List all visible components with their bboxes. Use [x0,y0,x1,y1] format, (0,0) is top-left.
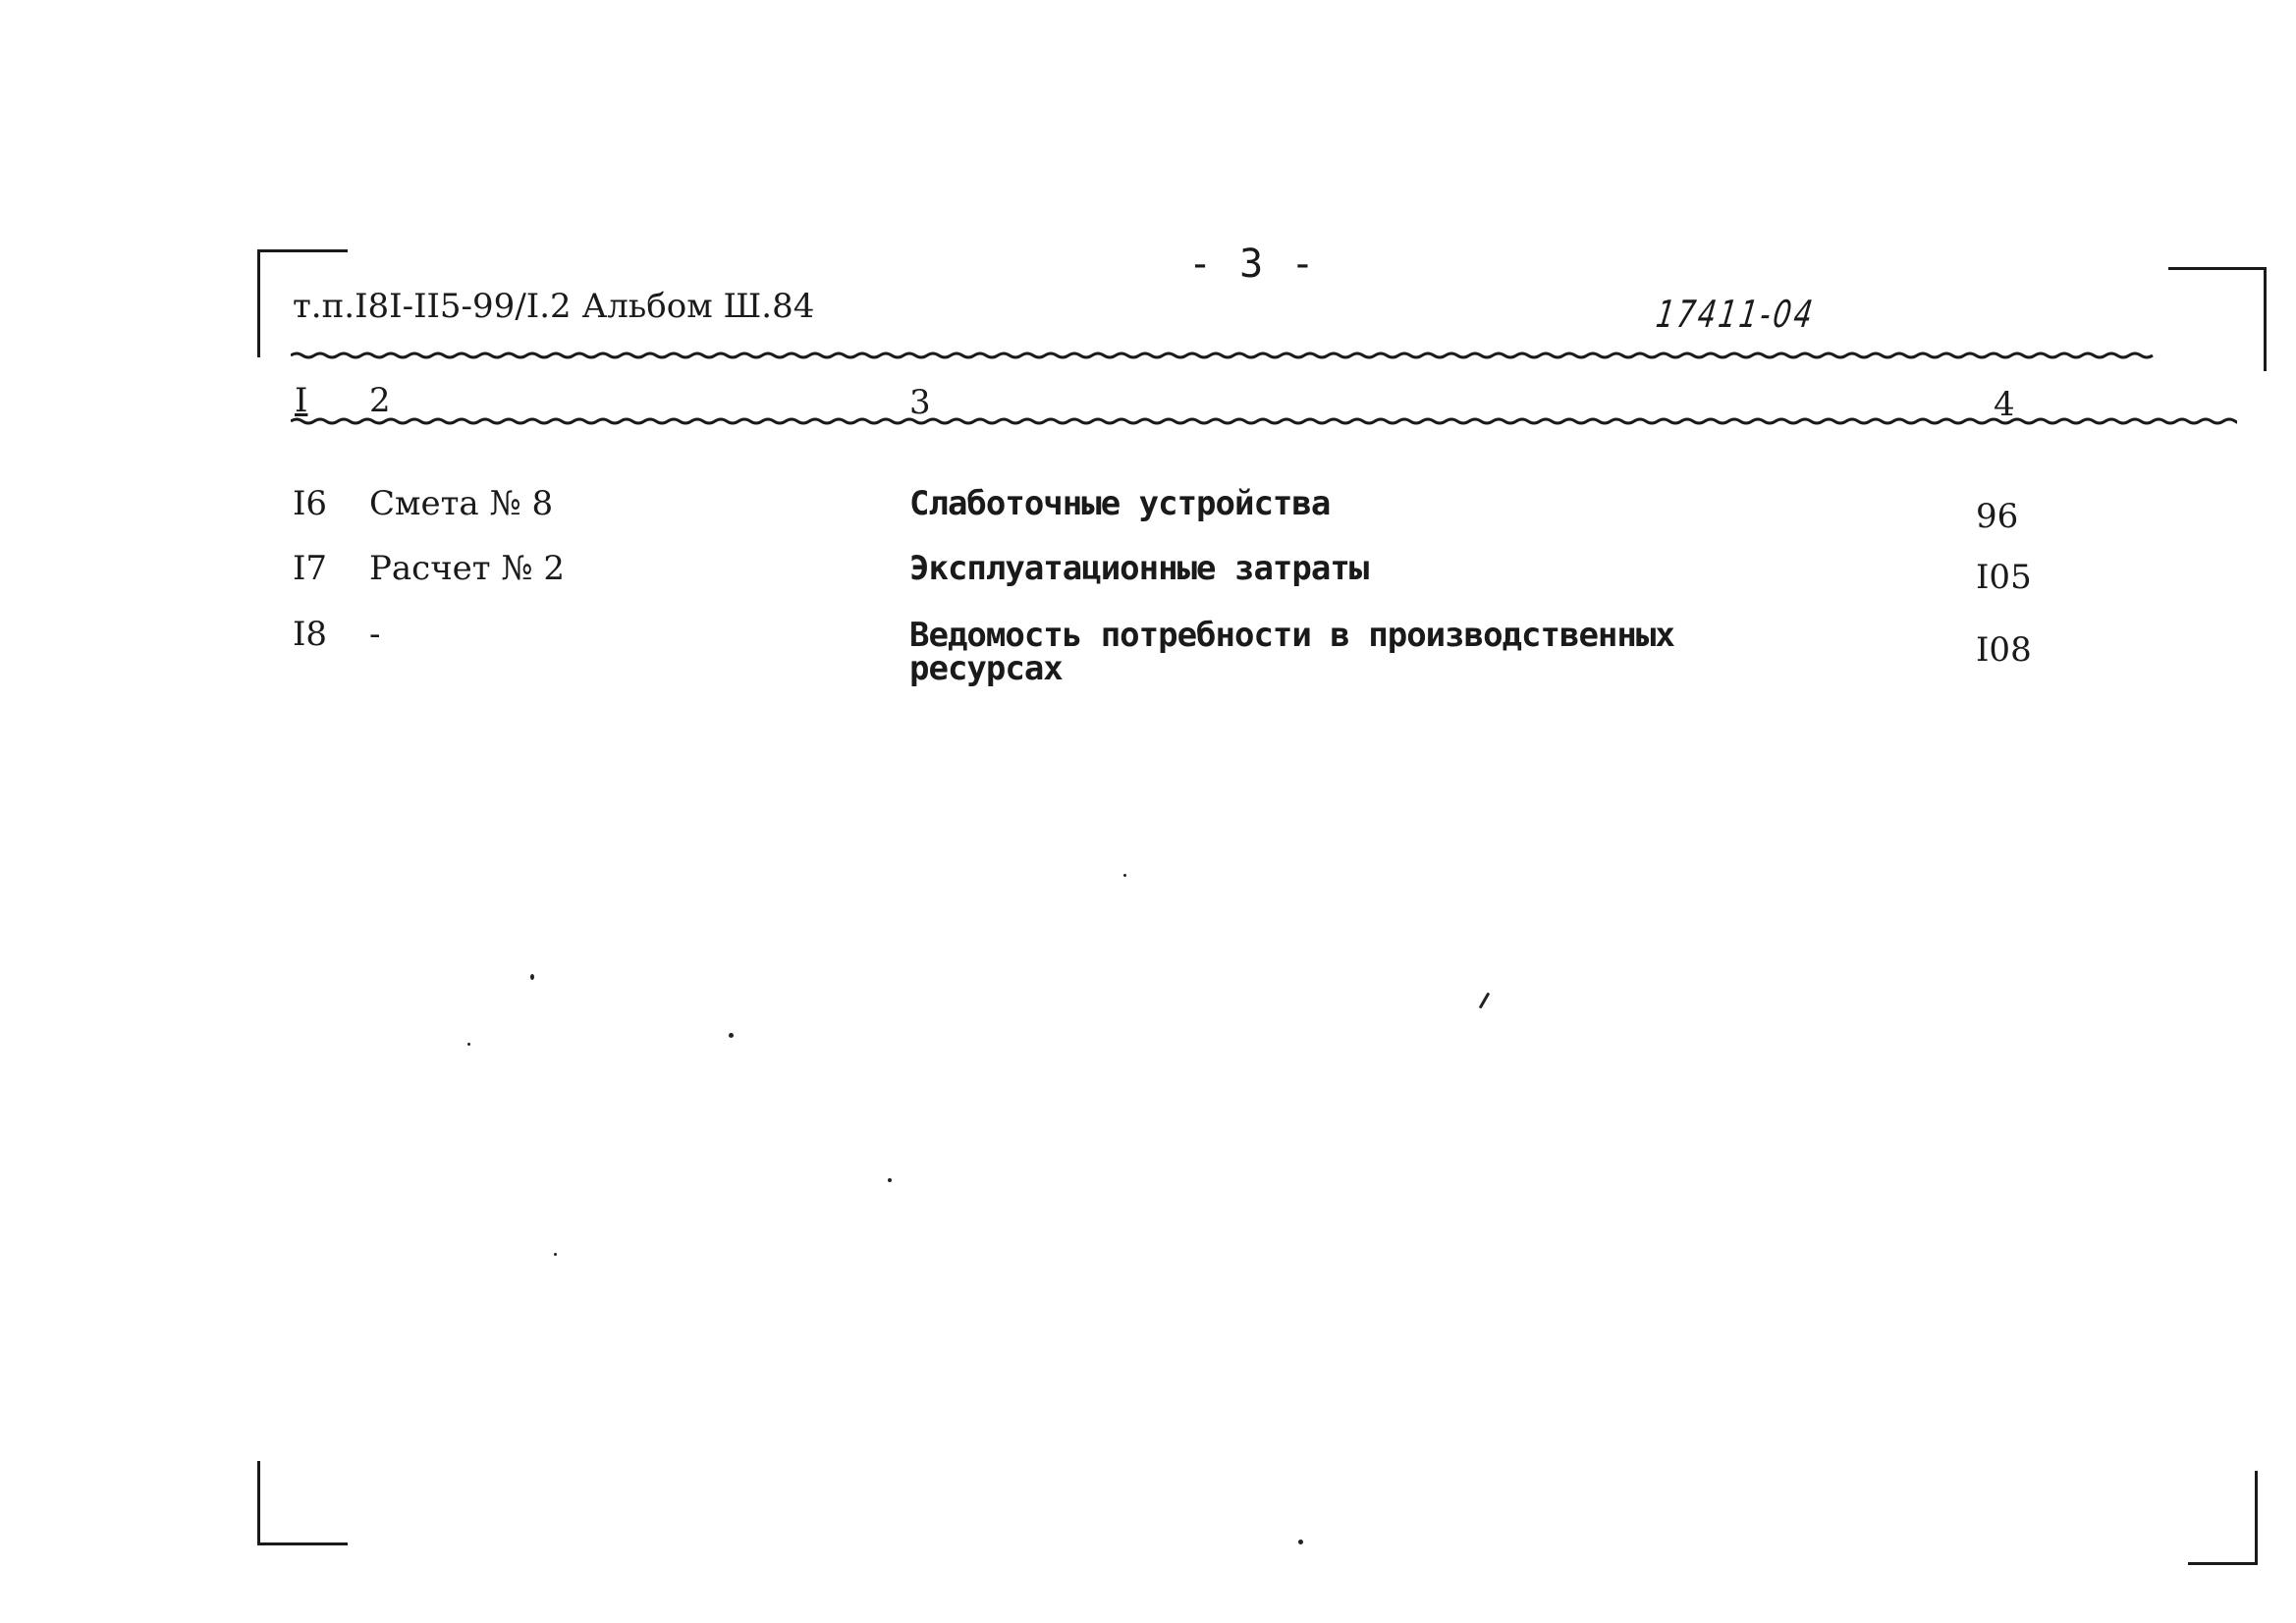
row-1-description: Слаботочные устройства [909,484,1331,523]
frame-bottom-left-horizontal [257,1542,348,1545]
scan-speck [467,1043,470,1046]
row-2-title: Расчет № 2 [369,549,566,588]
row-2-description: Эксплуатационные затраты [909,549,1369,588]
row-3-description: Ведомость потребности в производственных ресурсах [909,616,1674,688]
column-header-2: 2 [369,381,391,420]
handwritten-code: 17411-04 [1653,293,1819,336]
page-number: - 3 - [1188,242,1317,287]
row-3-title: - [369,615,381,654]
row-1-number: I6 [293,484,328,523]
scan-speck [1298,1540,1303,1544]
column-header-1: I [295,381,308,420]
scan-speck [1479,992,1491,1008]
document-reference: т.п.I8I-II5-99/I.2 Альбом Ш.84 [293,287,815,326]
column-header-rule [291,416,2237,426]
frame-top-right-horizontal [2168,267,2267,270]
frame-top-right-vertical [2264,267,2267,371]
column-header-3: 3 [909,383,931,422]
frame-bottom-left-vertical [257,1461,260,1545]
scan-speck [1123,874,1126,877]
row-1-title: Смета № 8 [369,484,554,523]
frame-bottom-right-vertical [2255,1471,2258,1565]
header-rule [291,351,2237,360]
row-1-page: 96 [1976,497,2019,536]
frame-top-left-horizontal [257,249,348,252]
frame-bottom-right-horizontal [2188,1562,2258,1565]
scan-speck [554,1253,557,1256]
frame-top-left-vertical [257,249,260,357]
row-2-number: I7 [293,549,328,588]
column-header-4: 4 [1994,385,2015,424]
scan-speck [888,1178,892,1182]
row-3-page: I08 [1976,630,2032,670]
scan-speck [530,974,534,980]
row-2-page: I05 [1976,558,2032,597]
scan-speck [729,1033,734,1038]
row-3-number: I8 [293,615,328,654]
